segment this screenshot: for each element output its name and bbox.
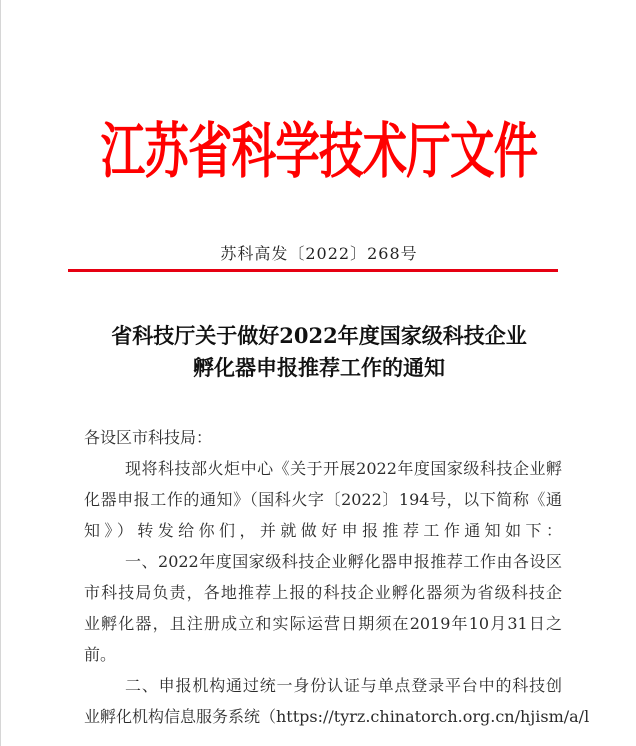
paragraph-intro	[84, 453, 562, 546]
salutation: 各设区市科技局：	[84, 428, 213, 447]
paragraph-line-with-url: 业孵化机构信息服务系统（https://tyrz.chinatorch.org.cn/hjism/a/l	[84, 707, 590, 726]
masthead-title: 江苏省科学技术厅文件	[100, 117, 538, 187]
masthead	[1, 112, 636, 192]
subject-line-2: 孵化器申报推荐工作的通知	[193, 355, 445, 380]
document-number: 苏科高发〔2022〕268号	[220, 244, 418, 263]
subject-line-1: 省科技厅关于做好2022年度国家级科技企业	[111, 323, 527, 348]
paragraph-line: 现将科技部火炬中心《关于开展2022年度国家级科技企业孵	[125, 459, 562, 478]
document-subject	[1, 320, 636, 384]
paragraph-line: 一、2022年度国家级科技企业孵化器申报推荐工作由各设区	[125, 552, 562, 571]
paragraph-line: 二、申报机构通过统一身份认证与单点登录平台中的科技创	[125, 676, 562, 695]
paragraph-line: 业孵化器，且注册成立和实际运营日期须在2019年10月31日之	[84, 614, 562, 633]
paragraph-line: 化器申报工作的通知》（国科火字〔2022〕194号，以下简称《通	[84, 490, 562, 509]
paragraph-item-1	[84, 546, 562, 670]
document-body	[84, 422, 590, 732]
paragraph-line: 市科技局负责，各地推荐上报的科技企业孵化器须为省级科技企	[84, 583, 562, 602]
paragraph-line: 前。	[84, 645, 117, 664]
paragraph-item-2	[84, 670, 590, 732]
red-divider-line	[68, 269, 558, 272]
paragraph-line: 知》）转发给你们，并就做好申报推荐工作通知如下：	[84, 521, 562, 540]
